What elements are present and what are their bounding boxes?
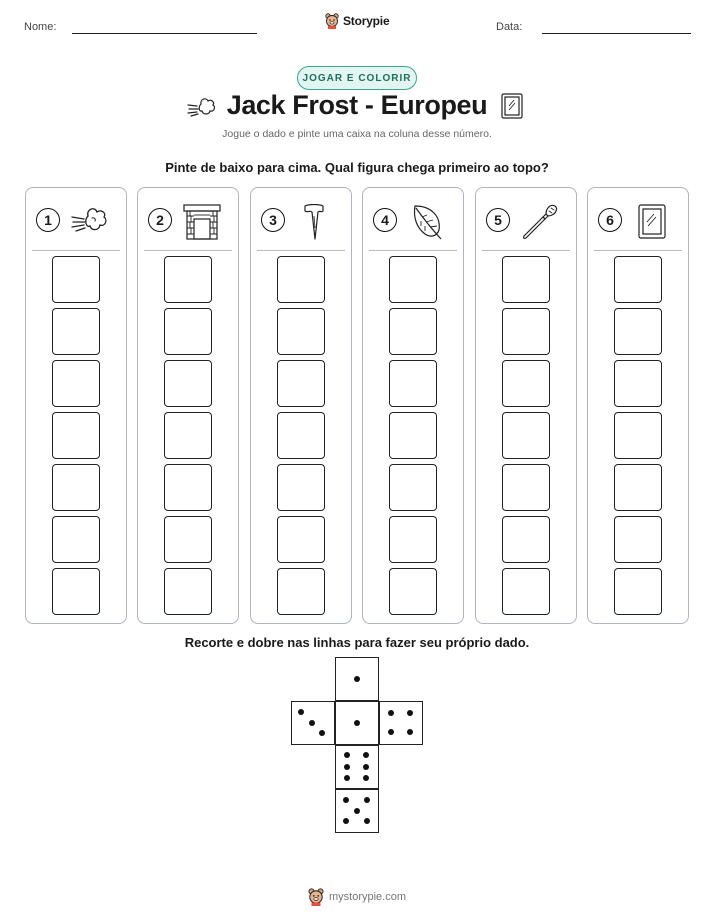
dice-face-lower[interactable] [335, 745, 379, 789]
brand-logo [325, 13, 389, 29]
footer-url: mystorypie.com [329, 891, 407, 903]
dice-pip [363, 752, 369, 758]
color-box[interactable] [614, 308, 662, 355]
dice-pip [363, 775, 369, 781]
paintbrush-icon [520, 204, 560, 240]
color-box[interactable] [614, 568, 662, 615]
dice-pip [354, 676, 360, 682]
instruction: Pinte de baixo para cima. Qual figura chega primeiro ao topo? [165, 160, 549, 175]
footer [308, 888, 406, 906]
color-box[interactable] [277, 412, 325, 459]
dice-pip [364, 818, 370, 824]
dice-pip [343, 818, 349, 824]
column-4 [362, 187, 464, 624]
dice-pip [344, 764, 350, 770]
color-box[interactable] [614, 464, 662, 511]
date-line[interactable] [542, 33, 691, 34]
dice-pip [388, 710, 394, 716]
dice-pip [344, 775, 350, 781]
color-box[interactable] [277, 360, 325, 407]
color-box[interactable] [502, 308, 550, 355]
color-box[interactable] [277, 568, 325, 615]
window-icon [632, 204, 672, 240]
color-box[interactable] [389, 360, 437, 407]
dice-pip [364, 797, 370, 803]
color-box[interactable] [614, 516, 662, 563]
color-box[interactable] [52, 256, 100, 303]
dice-face-right[interactable] [379, 701, 423, 745]
cut-instruction: Recorte e dobre nas linhas para fazer seu próprio dado. [184, 635, 530, 650]
window-icon [500, 92, 524, 120]
dice-face-bottom[interactable] [335, 789, 379, 833]
dice-face-top[interactable] [335, 657, 379, 701]
color-box[interactable] [502, 516, 550, 563]
column-5 [475, 187, 577, 624]
dice-pip [354, 808, 360, 814]
brand-name: Storypie [343, 14, 390, 28]
column-number: 5 [486, 208, 510, 232]
color-box[interactable] [277, 308, 325, 355]
color-box[interactable] [277, 256, 325, 303]
dice-pip [388, 729, 394, 735]
color-box[interactable] [164, 256, 212, 303]
date-label: Data: [496, 21, 523, 33]
color-box[interactable] [52, 360, 100, 407]
color-box[interactable] [502, 412, 550, 459]
dice-pip [363, 764, 369, 770]
dice-pip [319, 730, 325, 736]
color-box[interactable] [277, 464, 325, 511]
name-label: Nome: [24, 21, 57, 33]
color-box[interactable] [502, 256, 550, 303]
color-box[interactable] [52, 464, 100, 511]
column-3 [250, 187, 352, 624]
color-box[interactable] [164, 516, 212, 563]
category-badge: JOGAR E COLORIR [297, 66, 417, 90]
fireplace-icon [182, 204, 222, 240]
color-box[interactable] [164, 412, 212, 459]
color-box[interactable] [502, 464, 550, 511]
wind-icon [70, 204, 110, 240]
icicle-icon [295, 204, 335, 240]
color-box[interactable] [164, 464, 212, 511]
color-box[interactable] [52, 568, 100, 615]
color-box[interactable] [502, 360, 550, 407]
dice-pip [298, 709, 304, 715]
bear-mascot-icon [325, 13, 339, 29]
color-box[interactable] [52, 308, 100, 355]
column-2 [137, 187, 239, 624]
column-number: 3 [261, 208, 285, 232]
leaf-icon [407, 204, 447, 240]
column-1 [25, 187, 127, 624]
dice-face-center[interactable] [335, 701, 379, 745]
color-box[interactable] [614, 412, 662, 459]
dice-pip [343, 797, 349, 803]
color-box[interactable] [52, 412, 100, 459]
column-number: 1 [36, 208, 60, 232]
color-box[interactable] [164, 308, 212, 355]
color-box[interactable] [164, 360, 212, 407]
color-box[interactable] [614, 360, 662, 407]
color-box[interactable] [389, 568, 437, 615]
dice-pip [354, 720, 360, 726]
column-number: 2 [148, 208, 172, 232]
subtitle: Jogue o dado e pinte uma caixa na coluna desse número. [222, 128, 492, 140]
color-box[interactable] [389, 256, 437, 303]
color-box[interactable] [164, 568, 212, 615]
color-box[interactable] [52, 516, 100, 563]
color-box[interactable] [614, 256, 662, 303]
column-number: 4 [373, 208, 397, 232]
dice-face-left[interactable] [291, 701, 335, 745]
color-box[interactable] [502, 568, 550, 615]
page-title: Jack Frost - Europeu [226, 90, 488, 120]
bear-mascot-icon [308, 888, 324, 906]
color-box[interactable] [389, 308, 437, 355]
color-box[interactable] [389, 464, 437, 511]
column-number: 6 [598, 208, 622, 232]
color-box[interactable] [389, 516, 437, 563]
dice-pip [309, 720, 315, 726]
color-box[interactable] [277, 516, 325, 563]
dice-pip [407, 710, 413, 716]
color-box[interactable] [389, 412, 437, 459]
dice-pip [407, 729, 413, 735]
dice-pip [344, 752, 350, 758]
name-line[interactable] [72, 33, 257, 34]
column-6 [587, 187, 689, 624]
